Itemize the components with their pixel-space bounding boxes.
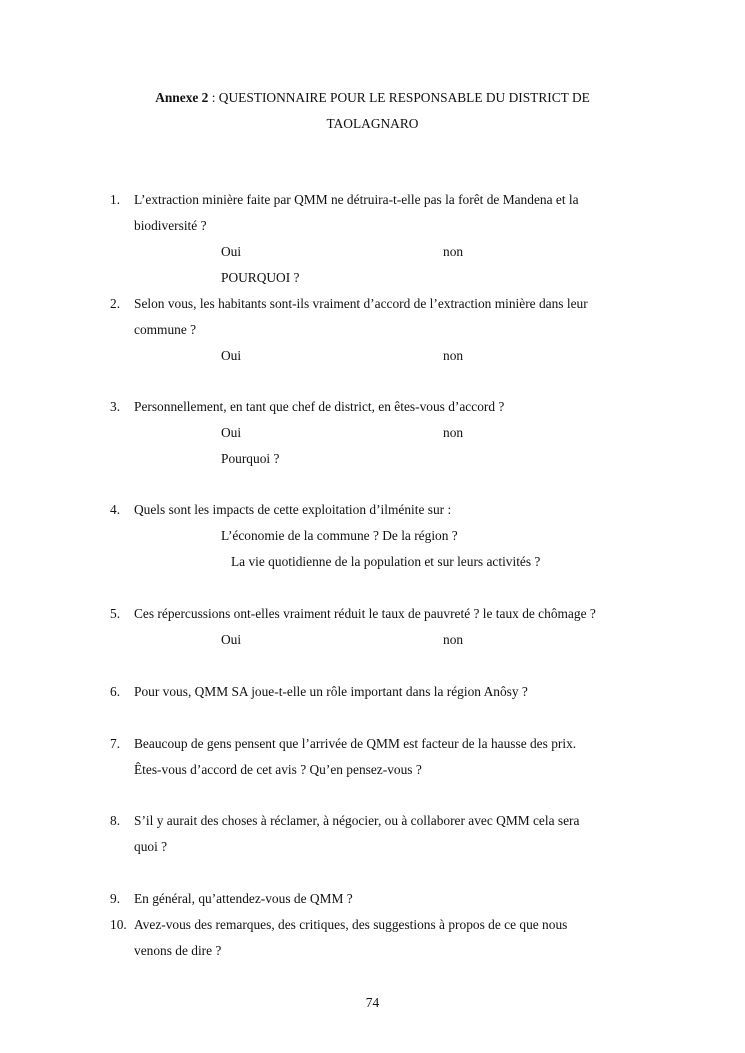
question-number: 10. xyxy=(110,917,127,932)
question-text-line: Êtes-vous d’accord de cet avis ? Qu’en pensez-vous ? xyxy=(134,762,422,777)
question-text-line: Quels sont les impacts de cette exploitation d’ilménite sur : xyxy=(134,502,452,517)
document-title xyxy=(0,90,745,106)
title-line-1: : QUESTIONNAIRE POUR LE RESPONSABLE DU DISTRICT DE xyxy=(208,90,590,105)
question-text-line: Selon vous, les habitants sont-ils vraiment d’accord de l’extraction minière dans leur xyxy=(134,296,588,311)
question-text-line: venons de dire ? xyxy=(134,943,222,958)
question-number: 3. xyxy=(110,399,121,414)
question-number: 9. xyxy=(110,891,121,906)
question-text-line: En général, qu’attendez-vous de QMM ? xyxy=(134,891,353,906)
option-non: non xyxy=(443,425,464,440)
annex-label: Annexe 2 xyxy=(155,90,209,105)
option-oui: Oui xyxy=(221,425,242,440)
question-text-line: Avez-vous des remarques, des critiques, des suggestions à propos de ce que nous xyxy=(134,917,568,932)
question-text-line: Ces répercussions ont-elles vraiment réduit le taux de pauvreté ? le taux de chômage ? xyxy=(134,606,596,621)
sub-item: La vie quotidienne de la population et sur leurs activités ? xyxy=(231,554,541,569)
option-oui: Oui xyxy=(221,244,242,259)
question-text-line: Pour vous, QMM SA joue-t-elle un rôle important dans la région Anôsy ? xyxy=(134,684,528,699)
question-text-line: S’il y aurait des choses à réclamer, à négocier, ou à collaborer avec QMM cela sera xyxy=(134,813,580,828)
title-line-2: TAOLAGNARO xyxy=(326,116,419,131)
followup-pourquoi: Pourquoi ? xyxy=(221,451,280,466)
question-number: 5. xyxy=(110,606,121,621)
page-number: 74 xyxy=(365,995,380,1010)
question-text-line: Personnellement, en tant que chef de district, en êtes-vous d’accord ? xyxy=(134,399,505,414)
question-number: 2. xyxy=(110,296,121,311)
option-oui: Oui xyxy=(221,632,242,647)
question-number: 8. xyxy=(110,813,121,828)
sub-item: L’économie de la commune ? De la région ? xyxy=(221,528,458,543)
question-text-line: commune ? xyxy=(134,322,197,337)
followup-pourquoi: POURQUOI ? xyxy=(221,270,300,285)
question-number: 1. xyxy=(110,192,121,207)
question-text-line: quoi ? xyxy=(134,839,168,854)
question-text-line: biodiversité ? xyxy=(134,218,207,233)
question-text-line: Beaucoup de gens pensent que l’arrivée de QMM est facteur de la hausse des prix. xyxy=(134,736,577,751)
option-oui: Oui xyxy=(221,348,242,363)
option-non: non xyxy=(443,244,464,259)
question-number: 4. xyxy=(110,502,121,517)
option-non: non xyxy=(443,632,464,647)
question-number: 7. xyxy=(110,736,121,751)
question-text-line: L’extraction minière faite par QMM ne détruira-t-elle pas la forêt de Mandena et la xyxy=(134,192,579,207)
option-non: non xyxy=(443,348,464,363)
question-number: 6. xyxy=(110,684,121,699)
